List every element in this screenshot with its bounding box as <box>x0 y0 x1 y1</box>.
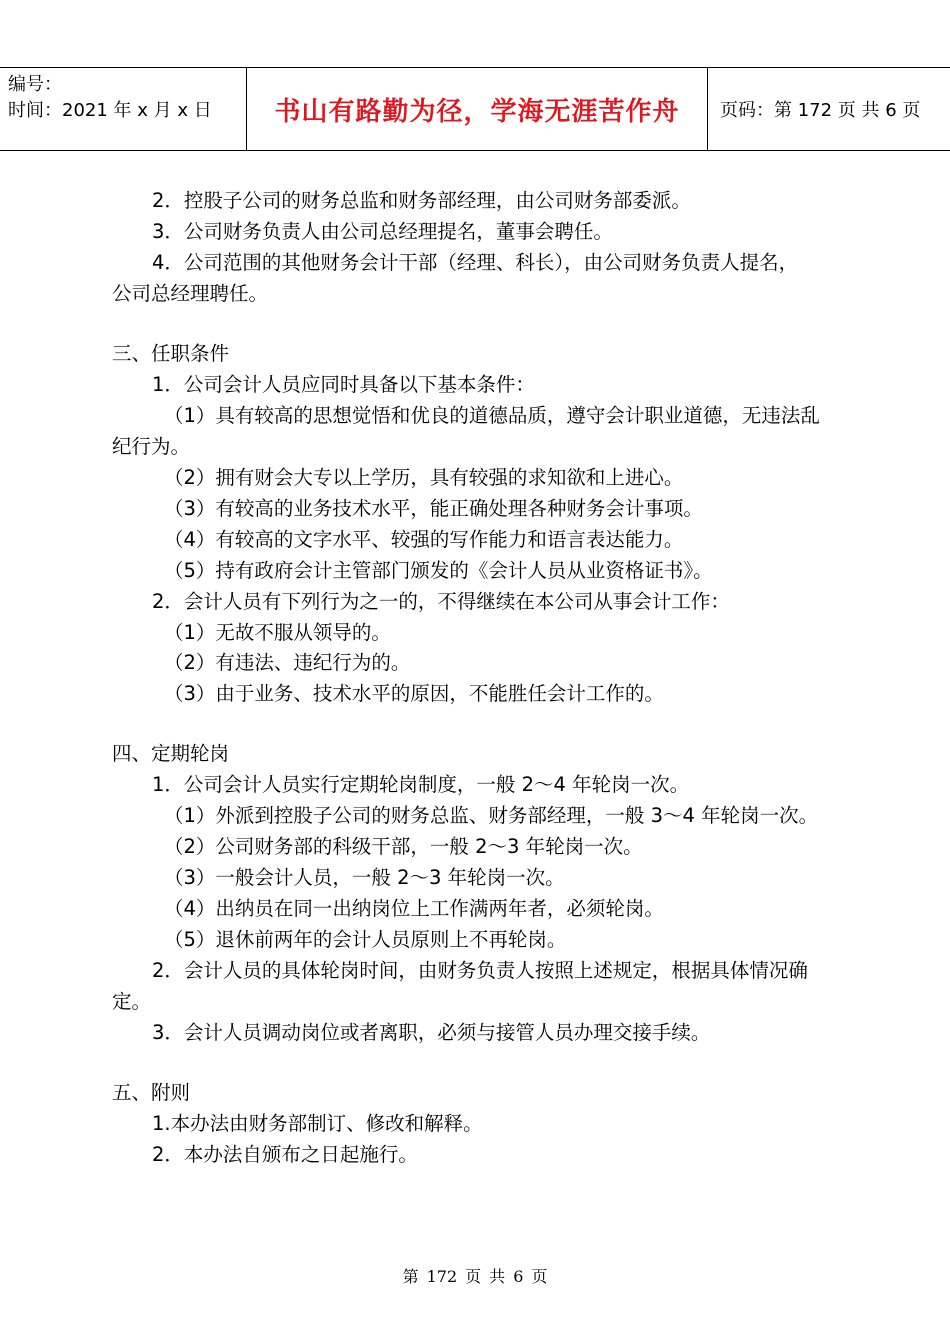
paragraph-line: （2）有违法、违纪行为的。 <box>164 651 411 674</box>
paragraph-line: （1）无故不服从领导的。 <box>164 621 391 644</box>
paragraph-line: 2．会计人员有下列行为之一的，不得继续在本公司从事会计工作： <box>152 590 730 613</box>
paragraph-line: 3．公司财务负责人由公司总经理提名，董事会聘任。 <box>152 220 613 243</box>
paragraph-line: 定。 <box>112 990 152 1013</box>
footer-ye2: 页 <box>531 1267 548 1286</box>
paragraph-line: 1．公司会计人员应同时具备以下基本条件： <box>152 373 535 396</box>
footer-di: 第 <box>402 1267 419 1286</box>
footer-page-number: 172 <box>426 1267 458 1286</box>
paragraph-line: 1.本办法由财务部制订、修改和解释。 <box>152 1112 483 1135</box>
header-motto: 书山有路勤为径，学海无涯苦作舟 <box>274 96 680 127</box>
paragraph-line: 2．本办法自颁布之日起施行。 <box>152 1143 418 1166</box>
paragraph-line: （4）有较高的文字水平、较强的写作能力和语言表达能力。 <box>164 528 684 551</box>
document-number-label: 编号： <box>8 74 62 95</box>
footer-gong: 共 <box>489 1267 506 1286</box>
paragraph-line: 纪行为。 <box>112 435 191 458</box>
header-page-info: 页码：第 172 页 共 6 页 <box>720 100 921 121</box>
paragraph-line: （5）持有政府会计主管部门颁发的《会计人员从业资格证书》。 <box>164 559 713 582</box>
paragraph-line: （4）出纳员在同一出纳岗位上工作满两年者，必须轮岗。 <box>164 897 664 920</box>
paragraph-line: （2）公司财务部的科级干部，一般 2～3 年轮岗一次。 <box>164 835 643 858</box>
header-page-cell <box>708 68 950 150</box>
paragraph-line: 公司总经理聘任。 <box>112 282 269 305</box>
header-motto-cell <box>247 68 708 150</box>
paragraph-line: （5）退休前两年的会计人员原则上不再轮岗。 <box>164 928 567 951</box>
paragraph-line: （1）具有较高的思想觉悟和优良的道德品质，遵守会计职业道德，无违法乱 <box>164 404 820 427</box>
paragraph-line: （3）一般会计人员，一般 2～3 年轮岗一次。 <box>164 866 565 889</box>
paragraph-line: 2．会计人员的具体轮岗时间，由财务负责人按照上述规定，根据具体情况确 <box>152 959 808 982</box>
document-header <box>0 67 950 151</box>
footer-ye: 页 <box>465 1267 482 1286</box>
footer-total-pages: 6 <box>513 1267 524 1286</box>
section-heading: 四、定期轮岗 <box>112 742 230 765</box>
paragraph-line: 1．公司会计人员实行定期轮岗制度，一般 2～4 年轮岗一次。 <box>152 773 690 796</box>
header-left-cell <box>0 68 247 150</box>
section-heading: 五、附则 <box>112 1081 191 1104</box>
page-footer <box>0 1264 950 1287</box>
paragraph-line: 3．会计人员调动岗位或者离职，必须与接管人员办理交接手续。 <box>152 1021 711 1044</box>
paragraph-line: （1）外派到控股子公司的财务总监、财务部经理，一般 3～4 年轮岗一次。 <box>164 804 819 827</box>
paragraph-line: 2．控股子公司的财务总监和财务部经理，由公司财务部委派。 <box>152 189 691 212</box>
paragraph-line: （3）有较高的业务技术水平，能正确处理各种财务会计事项。 <box>164 497 703 520</box>
paragraph-line: （3）由于业务、技术水平的原因，不能胜任会计工作的。 <box>164 682 664 705</box>
paragraph-line: （2）拥有财会大专以上学历，具有较强的求知欲和上进心。 <box>164 466 684 489</box>
document-time-label: 时间：2021 年 x 月 x 日 <box>8 100 212 121</box>
paragraph-line: 4．公司范围的其他财务会计干部（经理、科长），由公司财务负责人提名， <box>152 251 799 274</box>
section-heading: 三、任职条件 <box>112 342 230 365</box>
